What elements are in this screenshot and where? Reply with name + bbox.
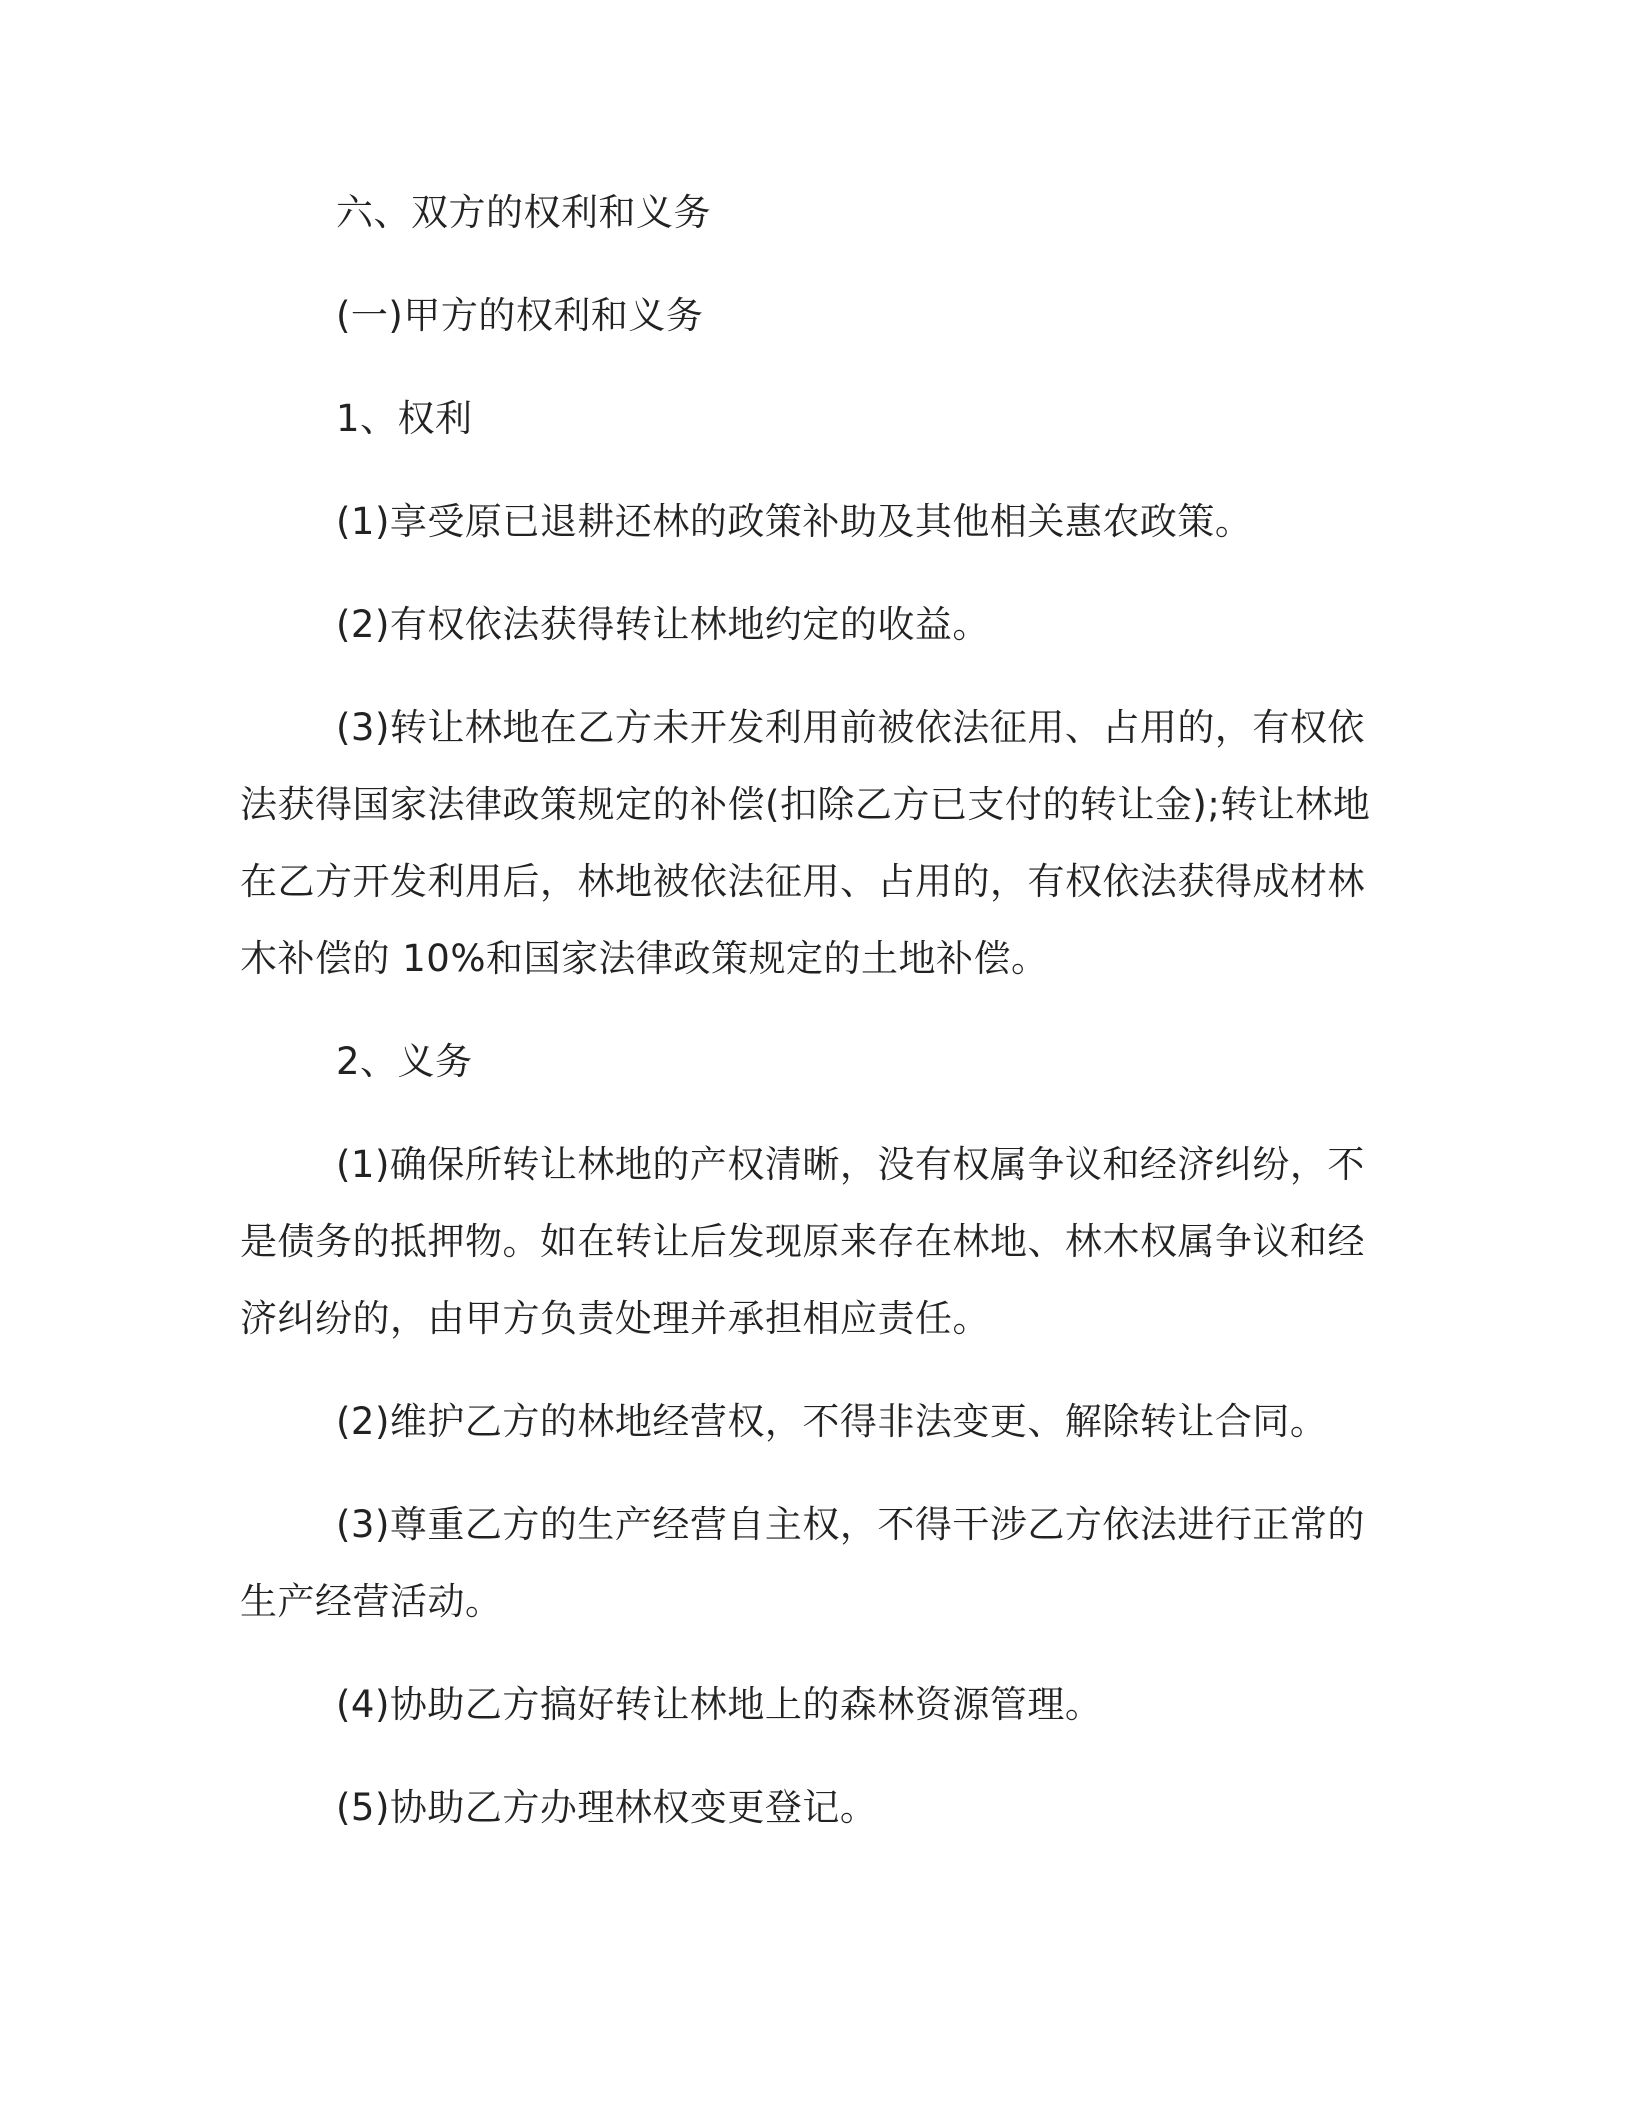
section-heading: 六、双方的权利和义务	[336, 191, 711, 234]
party-a-heading: (一)甲方的权利和义务	[336, 294, 704, 337]
obligations-item-3-line-2: 生产经营活动。	[240, 1580, 503, 1623]
obligations-heading: 2、义务	[336, 1040, 473, 1083]
rights-item-3-line-1: (3)转让林地在乙方未开发利用前被依法征用、占用的，有权依	[336, 706, 1365, 749]
obligations-item-3-line-1: (3)尊重乙方的生产经营自主权，不得干涉乙方依法进行正常的	[336, 1503, 1365, 1546]
rights-item-3-line-2: 法获得国家法律政策规定的补偿(扣除乙方已支付的转让金);转让林地	[240, 783, 1371, 826]
rights-item-1: (1)享受原已退耕还林的政策补助及其他相关惠农政策。	[336, 500, 1253, 543]
rights-heading: 1、权利	[336, 397, 473, 440]
obligations-item-4: (4)协助乙方搞好转让林地上的森林资源管理。	[336, 1683, 1103, 1726]
obligations-item-1-line-1: (1)确保所转让林地的产权清晰，没有权属争议和经济纠纷，不	[336, 1143, 1365, 1186]
obligations-item-1-line-2: 是债务的抵押物。如在转让后发现原来存在林地、林木权属争议和经	[240, 1220, 1365, 1263]
obligations-item-5: (5)协助乙方办理林权变更登记。	[336, 1786, 878, 1829]
obligations-item-2: (2)维护乙方的林地经营权，不得非法变更、解除转让合同。	[336, 1400, 1328, 1443]
obligations-item-1-line-3: 济纠纷的，由甲方负责处理并承担相应责任。	[240, 1297, 990, 1340]
rights-item-3-line-3: 在乙方开发利用后，林地被依法征用、占用的，有权依法获得成材林	[240, 860, 1365, 903]
rights-item-3-line-4: 木补偿的 10%和国家法律政策规定的土地补偿。	[240, 937, 1049, 980]
rights-item-2: (2)有权依法获得转让林地约定的收益。	[336, 603, 990, 646]
